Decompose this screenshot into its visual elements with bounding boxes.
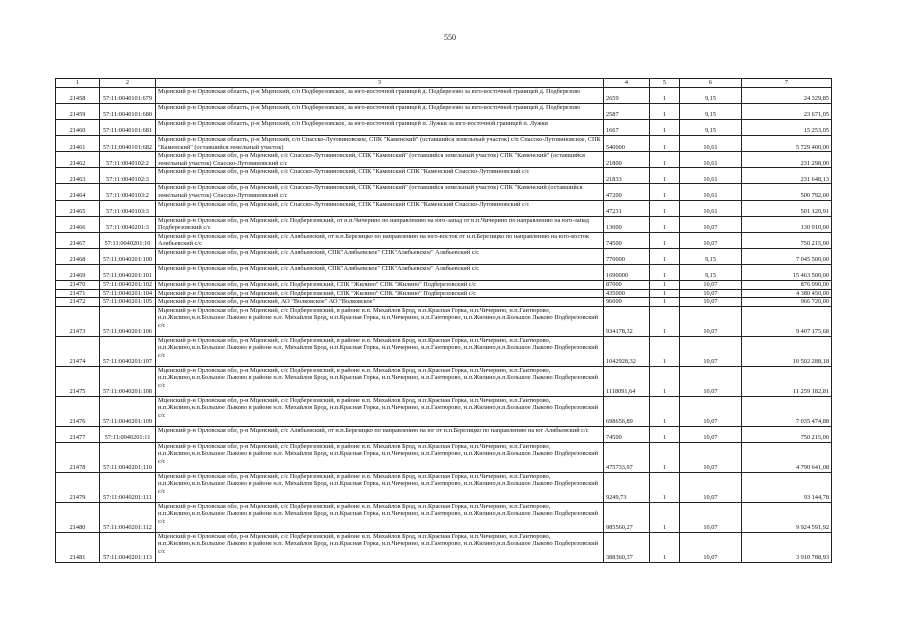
table-cell: 1042928,32: [604, 336, 650, 366]
table-cell: 10,07: [680, 426, 742, 442]
table-cell: 7 045 500,00: [742, 248, 832, 264]
table-cell: 9,15: [680, 120, 742, 136]
table-cell: 21478: [56, 442, 100, 472]
column-header: 5: [650, 79, 680, 88]
table-cell: 57:11:0040201:11: [100, 426, 156, 442]
table-cell: 57:11:0040201:3: [100, 216, 156, 232]
table-cell: 1: [650, 168, 680, 184]
table-cell: 5 729 400,00: [742, 136, 832, 152]
table-cell: 501 120,91: [742, 200, 832, 216]
table-cell: 2659: [604, 88, 650, 104]
table-cell: 21467: [56, 232, 100, 248]
table-cell: 475733,97: [604, 442, 650, 472]
column-header: 7: [742, 79, 832, 88]
table-row: [56, 396, 832, 426]
table-cell: 9,15: [680, 88, 742, 104]
table-cell: 1: [650, 104, 680, 120]
column-header: 1: [56, 79, 100, 88]
table-cell: 7 035 474,88: [742, 396, 832, 426]
table-cell: Мценский р-н Орловская область, р-н Мценский, с/п Подберезовское, за юго-восточной границей д. Подберезово за юго-восточной границей д. Подберезово: [156, 104, 604, 120]
table-row: [56, 532, 832, 562]
table-cell: 21462: [56, 152, 100, 168]
table-cell: 47231: [604, 200, 650, 216]
table-cell: 130 910,00: [742, 216, 832, 232]
table-cell: 57:11:0040101:679: [100, 88, 156, 104]
table-row: [56, 216, 832, 232]
table-cell: 1: [650, 366, 680, 396]
table-cell: 231 648,13: [742, 168, 832, 184]
table-cell: Мценский р-н Орловская обл, р-н Мценский, с/с Подберезовский, в районе н.п. Михайлов Брод, н.п.Красная Горка, н.п.Чичерино, н.п.Гантюрово, н.п.Жилино,н.п.Большое Лыково в районе н.п. Михайлов Брод, н.п.Красная Горка, н.п.Чичерино, н.п.Гантюрово, н.п.Жилино,н.п.Большое Лыково Подберезовский с/с: [156, 366, 604, 396]
table-row: [56, 264, 832, 280]
table-cell: 540000: [604, 136, 650, 152]
table-cell: 11 259 182,81: [742, 366, 832, 396]
table-cell: 1: [650, 88, 680, 104]
table-cell: 1667: [604, 120, 650, 136]
table-cell: Мценский р-н Орловская обл, р-н Мценский, с/с Подберезовский, в районе н.п. Михайлов Брод, н.п.Красная Горка, н.п.Чичерино, н.п.Гантюрово, н.п.Жилино,н.п.Большое Лыково в районе н.п. Михайлов Брод, н.п.Красная Горка, н.п.Чичерино, н.п.Гантюрово, н.п.Жилино,н.п.Большое Лыково Подберезовский с/с: [156, 532, 604, 562]
table-cell: Мценский р-н Орловская обл, р-н Мценский, с/с Спасско-Лутовиновский, СПК "Каменский СПК "Каменский Спасско-Лутовиновский с/с: [156, 200, 604, 216]
table-cell: 21480: [56, 502, 100, 532]
table-cell: 985560,27: [604, 502, 650, 532]
table-cell: 21470: [56, 280, 100, 289]
table-row: [56, 366, 832, 396]
table-cell: 9,15: [680, 264, 742, 280]
table-cell: 13000: [604, 216, 650, 232]
table-cell: Мценский р-н Орловская обл, р-н Мценский, с/с Алябьевский, от н.п.Березицко по направлению на юг от н.п.Березицко по направлению на юг Алябьевский с/с: [156, 426, 604, 442]
table-cell: 10,07: [680, 532, 742, 562]
table-cell: 1: [650, 248, 680, 264]
table-row: [56, 442, 832, 472]
table-cell: 4 790 641,08: [742, 442, 832, 472]
table-cell: 10,07: [680, 216, 742, 232]
table-cell: Мценский р-н Орловская область, р-н Мценский, с/п Спасско-Лутовиновское, СПК "Каменский" (оставшийся земельный участок) с/п Спасско-Лутовиновское, СПК "Каменский" (оставшийся земельный участок): [156, 136, 604, 152]
table-cell: 21800: [604, 152, 650, 168]
table-cell: 21466: [56, 216, 100, 232]
table-cell: 10,61: [680, 200, 742, 216]
table-cell: 21472: [56, 298, 100, 307]
table-cell: 1: [650, 136, 680, 152]
table-cell: 9 407 175,68: [742, 306, 832, 336]
table-cell: 1: [650, 120, 680, 136]
table-cell: 21479: [56, 472, 100, 502]
table-cell: 15 463 500,00: [742, 264, 832, 280]
table-row: [56, 472, 832, 502]
table-cell: 21469: [56, 264, 100, 280]
table-cell: 10,07: [680, 298, 742, 307]
table-cell: 10,07: [680, 306, 742, 336]
table-cell: 1: [650, 264, 680, 280]
table-cell: 500 792,00: [742, 184, 832, 200]
table-cell: Мценский р-н Орловская обл, р-н Мценский, с/с Подберезовский, в районе н.п. Михайлов Брод, н.п.Красная Горка, н.п.Чичерино, н.п.Гантюрово, н.п.Жилино,н.п.Большое Лыково в районе н.п. Михайлов Брод, н.п.Красная Горка, н.п.Чичерино, н.п.Гантюрово, н.п.Жилино,н.п.Большое Лыково Подберезовский с/с: [156, 502, 604, 532]
table-cell: 1: [650, 289, 680, 298]
table-cell: 966 720,00: [742, 298, 832, 307]
table-cell: 57:11:0040102:3: [100, 168, 156, 184]
table-cell: 74500: [604, 232, 650, 248]
table-cell: 750 215,00: [742, 232, 832, 248]
table-cell: 57:11:0040201:100: [100, 248, 156, 264]
table-cell: Мценский р-н Орловская обл, р-н Мценский, с/с Спасско-Лутовиновский, СПК "Каменский СПК "Каменский Спасско-Лутовиновский с/с: [156, 168, 604, 184]
table-cell: 10 502 288,18: [742, 336, 832, 366]
table-cell: 1690000: [604, 264, 650, 280]
table-cell: 21464: [56, 184, 100, 200]
table-cell: Мценский р-н Орловская обл, р-н Мценский, с/с Спасско-Лутовиновский, СПК "Каменский" (оставшийся земельный участок) СПК "Каменский" (оставшийся земельный участок) Спасско-Лутовиновский с/с: [156, 152, 604, 168]
table-cell: Мценский р-н Орловская область, р-н Мценский, с/п Подберезовское, за юго-восточной границей д. Подберезово за юго-восточной границей д. Подберезово: [156, 88, 604, 104]
table-row: [56, 200, 832, 216]
table-cell: 770000: [604, 248, 650, 264]
table-row: [56, 232, 832, 248]
table-cell: 74500: [604, 426, 650, 442]
table-cell: Мценский р-н Орловская обл, р-н Мценский, с/с Спасско-Лутовиновский, СПК "Каменский" (оставшийся земельный участок) СПК "Каменский (оставшийся земельный участок) Спасско-Лутовиновский с/с: [156, 184, 604, 200]
table-cell: 21833: [604, 168, 650, 184]
table-cell: 21460: [56, 120, 100, 136]
table-row: [56, 248, 832, 264]
table-cell: 47200: [604, 184, 650, 200]
table-cell: 1: [650, 472, 680, 502]
table-cell: 10,07: [680, 232, 742, 248]
column-header: 3: [156, 79, 604, 88]
table-cell: Мценский р-н Орловская обл, р-н Мценский, с/с Подберезовский, СПК "Жилино" СПК "Жилино" Подберезовский с/с: [156, 280, 604, 289]
table-cell: 1: [650, 200, 680, 216]
table-cell: Мценский р-н Орловская обл, р-н Мценский, АО "Волковское" АО "Волковское": [156, 298, 604, 307]
table-cell: 1: [650, 426, 680, 442]
table-cell: 21465: [56, 200, 100, 216]
table-cell: 1: [650, 306, 680, 336]
page-number: 550: [444, 33, 456, 42]
table-cell: 57:11:0040101:680: [100, 104, 156, 120]
table-cell: 9 924 591,92: [742, 502, 832, 532]
land-registry-table: [55, 78, 832, 563]
table-cell: 57:11:0040201:102: [100, 280, 156, 289]
table-row: [56, 184, 832, 200]
table-cell: 10,61: [680, 184, 742, 200]
table-cell: 4 380 450,00: [742, 289, 832, 298]
table-cell: 1: [650, 336, 680, 366]
table-cell: 21458: [56, 88, 100, 104]
table-cell: 57:11:0040201:112: [100, 502, 156, 532]
table-cell: 21471: [56, 289, 100, 298]
table-row: [56, 136, 832, 152]
table-cell: 21477: [56, 426, 100, 442]
table-cell: 1: [650, 152, 680, 168]
table-cell: 1: [650, 216, 680, 232]
table-cell: 750 215,00: [742, 426, 832, 442]
table-cell: 15 253,05: [742, 120, 832, 136]
table-cell: 388360,37: [604, 532, 650, 562]
header-row: [56, 79, 832, 88]
table-cell: 435000: [604, 289, 650, 298]
column-header: 6: [680, 79, 742, 88]
column-header: 2: [100, 79, 156, 88]
table-cell: 10,07: [680, 280, 742, 289]
table-cell: 96000: [604, 298, 650, 307]
table-cell: 1118091,64: [604, 366, 650, 396]
table-cell: 1: [650, 280, 680, 289]
table-cell: 10,07: [680, 336, 742, 366]
table-cell: 698656,89: [604, 396, 650, 426]
table-cell: 21473: [56, 306, 100, 336]
table-cell: 57:11:0040102:2: [100, 152, 156, 168]
table-cell: 57:11:0040101:681: [100, 120, 156, 136]
table-cell: 9249,73: [604, 472, 650, 502]
table-cell: 2587: [604, 104, 650, 120]
table-cell: Мценский р-н Орловская обл, р-н Мценский, с/с Подберезовский, в районе н.п. Михайлов Брод, н.п.Красная Горка, н.п.Чичерино, н.п.Гантюрово, н.п.Жилино,н.п.Большое Лыково в районе н.п. Михайлов Брод, н.п.Красная Горка, н.п.Чичерино, н.п.Гантюрово, н.п.Жилино,н.п.Большое Лыково Подберезовский с/с: [156, 442, 604, 472]
table-cell: 934178,32: [604, 306, 650, 336]
table-cell: 3 910 788,93: [742, 532, 832, 562]
table-cell: 10,61: [680, 152, 742, 168]
table-cell: 10,07: [680, 442, 742, 472]
table-cell: 1: [650, 442, 680, 472]
table-row: [56, 336, 832, 366]
table-cell: 57:11:0040201:110: [100, 442, 156, 472]
table-cell: 57:11:0040201:107: [100, 336, 156, 366]
table-cell: 10,07: [680, 366, 742, 396]
table-cell: 9,15: [680, 248, 742, 264]
table-cell: 9,15: [680, 104, 742, 120]
table-row: [56, 120, 832, 136]
table-cell: 57:11:0040201:111: [100, 472, 156, 502]
table-cell: 1: [650, 396, 680, 426]
table-row: [56, 168, 832, 184]
table-row: [56, 104, 832, 120]
table-row: [56, 502, 832, 532]
table-cell: 57:11:0040201:104: [100, 289, 156, 298]
table-cell: 21475: [56, 366, 100, 396]
table-cell: 57:11:0040101:682: [100, 136, 156, 152]
table-cell: 21459: [56, 104, 100, 120]
table-cell: Мценский р-н Орловская обл, р-н Мценский, с/с Подберезовский, в районе н.п. Михайлов Брод, н.п.Красная Горка, н.п.Чичерино, н.п.Гантюрово, н.п.Жилино,н.п.Большое Лыково в районе н.п. Михайлов Брод, н.п.Красная Горка, н.п.Чичерино, н.п.Гантюрово, н.п.Жилино,н.п.Большое Лыково Подберезовский с/с: [156, 396, 604, 426]
table-cell: 57:11:0040201:106: [100, 306, 156, 336]
table-cell: 87000: [604, 280, 650, 289]
table-cell: 21468: [56, 248, 100, 264]
table-cell: Мценский р-н Орловская обл, р-н Мценский, с/с Подберезовский, СПК "Жилино" СПК "Жилино" Подберезовский с/с: [156, 289, 604, 298]
table-cell: 57:11:0040201:105: [100, 298, 156, 307]
table-cell: 10,07: [680, 396, 742, 426]
table-cell: Мценский р-н Орловская обл, р-н Мценский, с/с Подберезовский, от н.п.Чичерино по направлению на юго-запад от н.п.Чичерино по направлению на юго-запад Подберезовский с/с: [156, 216, 604, 232]
table-cell: 10,61: [680, 168, 742, 184]
table-cell: 1: [650, 532, 680, 562]
table-cell: Мценский р-н Орловская обл, р-н Мценский, с/с Подберезовский, в районе н.п. Михайлов Брод, н.п.Красная Горка, н.п.Чичерино, н.п.Гантюрово, н.п.Жилино,н.п.Большое Лыково в районе н.п. Михайлов Брод, н.п.Красная Горка, н.п.Чичерино, н.п.Гантюрово, н.п.Жилино,н.п.Большое Лыково Подберезовский с/с: [156, 472, 604, 502]
table-cell: 1: [650, 184, 680, 200]
table-cell: 23 671,05: [742, 104, 832, 120]
table-cell: 57:11:0040201:113: [100, 532, 156, 562]
table-cell: 57:11:0040103:2: [100, 184, 156, 200]
table-cell: 10,07: [680, 502, 742, 532]
column-header: 4: [604, 79, 650, 88]
table-row: [56, 280, 832, 289]
table-cell: Мценский р-н Орловская обл, р-н Мценский, с/с Алябьевский, от н.п.Березицко по направлению на юго-восток от н.п.Березицко по направлению на юго-восток Алябьевский с/с: [156, 232, 604, 248]
table-cell: Мценский р-н Орловская обл, р-н Мценский, с/с Алябьевский, СПК"Алябьевское" СПК"Алябьевское" Алябьевский с/с: [156, 264, 604, 280]
table-cell: 231 298,00: [742, 152, 832, 168]
table-cell: 21481: [56, 532, 100, 562]
table-cell: Мценский р-н Орловская обл, р-н Мценский, с/с Алябьевский, СПК"Алябьевское" СПК"Алябьевское" Алябьевский с/с: [156, 248, 604, 264]
table-cell: 10,61: [680, 136, 742, 152]
table-cell: 1: [650, 298, 680, 307]
table-cell: 10,07: [680, 289, 742, 298]
table-row: [56, 426, 832, 442]
table-cell: 21463: [56, 168, 100, 184]
table-cell: 57:11:0040103:3: [100, 200, 156, 216]
table-row: [56, 298, 832, 307]
table-cell: 93 144,78: [742, 472, 832, 502]
table-cell: 1: [650, 502, 680, 532]
table-row: [56, 152, 832, 168]
table-cell: 876 090,00: [742, 280, 832, 289]
table-row: [56, 88, 832, 104]
table-cell: Мценский р-н Орловская обл, р-н Мценский, с/с Подберезовский, в районе н.п. Михайлов Брод, н.п.Красная Горка, н.п.Чичерино, н.п.Гантюрово, н.п.Жилино,н.п.Большое Лыково в районе н.п. Михайлов Брод, н.п.Красная Горка, н.п.Чичерино, н.п.Гантюрово, н.п.Жилино,н.п.Большое Лыково Подберезовский с/с: [156, 336, 604, 366]
table-cell: 57:11:0040201:101: [100, 264, 156, 280]
table-cell: Мценский р-н Орловская обл, р-н Мценский, с/с Подберезовский, в районе н.п. Михайлов Брод, н.п.Красная Горка, н.п.Чичерино, н.п.Гантюрово, н.п.Жилино,н.п.Большое Лыково в районе н.п. Михайлов Брод, н.п.Красная Горка, н.п.Чичерино, н.п.Гантюрово, н.п.Жилино,н.п.Большое Лыково Подберезовский с/с: [156, 306, 604, 336]
table-cell: 57:11:0040201:109: [100, 396, 156, 426]
table-cell: 1: [650, 232, 680, 248]
table-cell: 21474: [56, 336, 100, 366]
table-cell: 24 329,85: [742, 88, 832, 104]
table-cell: 21476: [56, 396, 100, 426]
table-row: [56, 289, 832, 298]
table-cell: 10,07: [680, 472, 742, 502]
table-cell: Мценский р-н Орловская область, р-н Мценский, с/п Подберезовское, за юго-восточной границей п. Лужки за юго-восточной границей п. Лужки: [156, 120, 604, 136]
table-cell: 57:11:0040201:108: [100, 366, 156, 396]
table-row: [56, 306, 832, 336]
table-cell: 57:11:0040201:10: [100, 232, 156, 248]
table-cell: 21461: [56, 136, 100, 152]
